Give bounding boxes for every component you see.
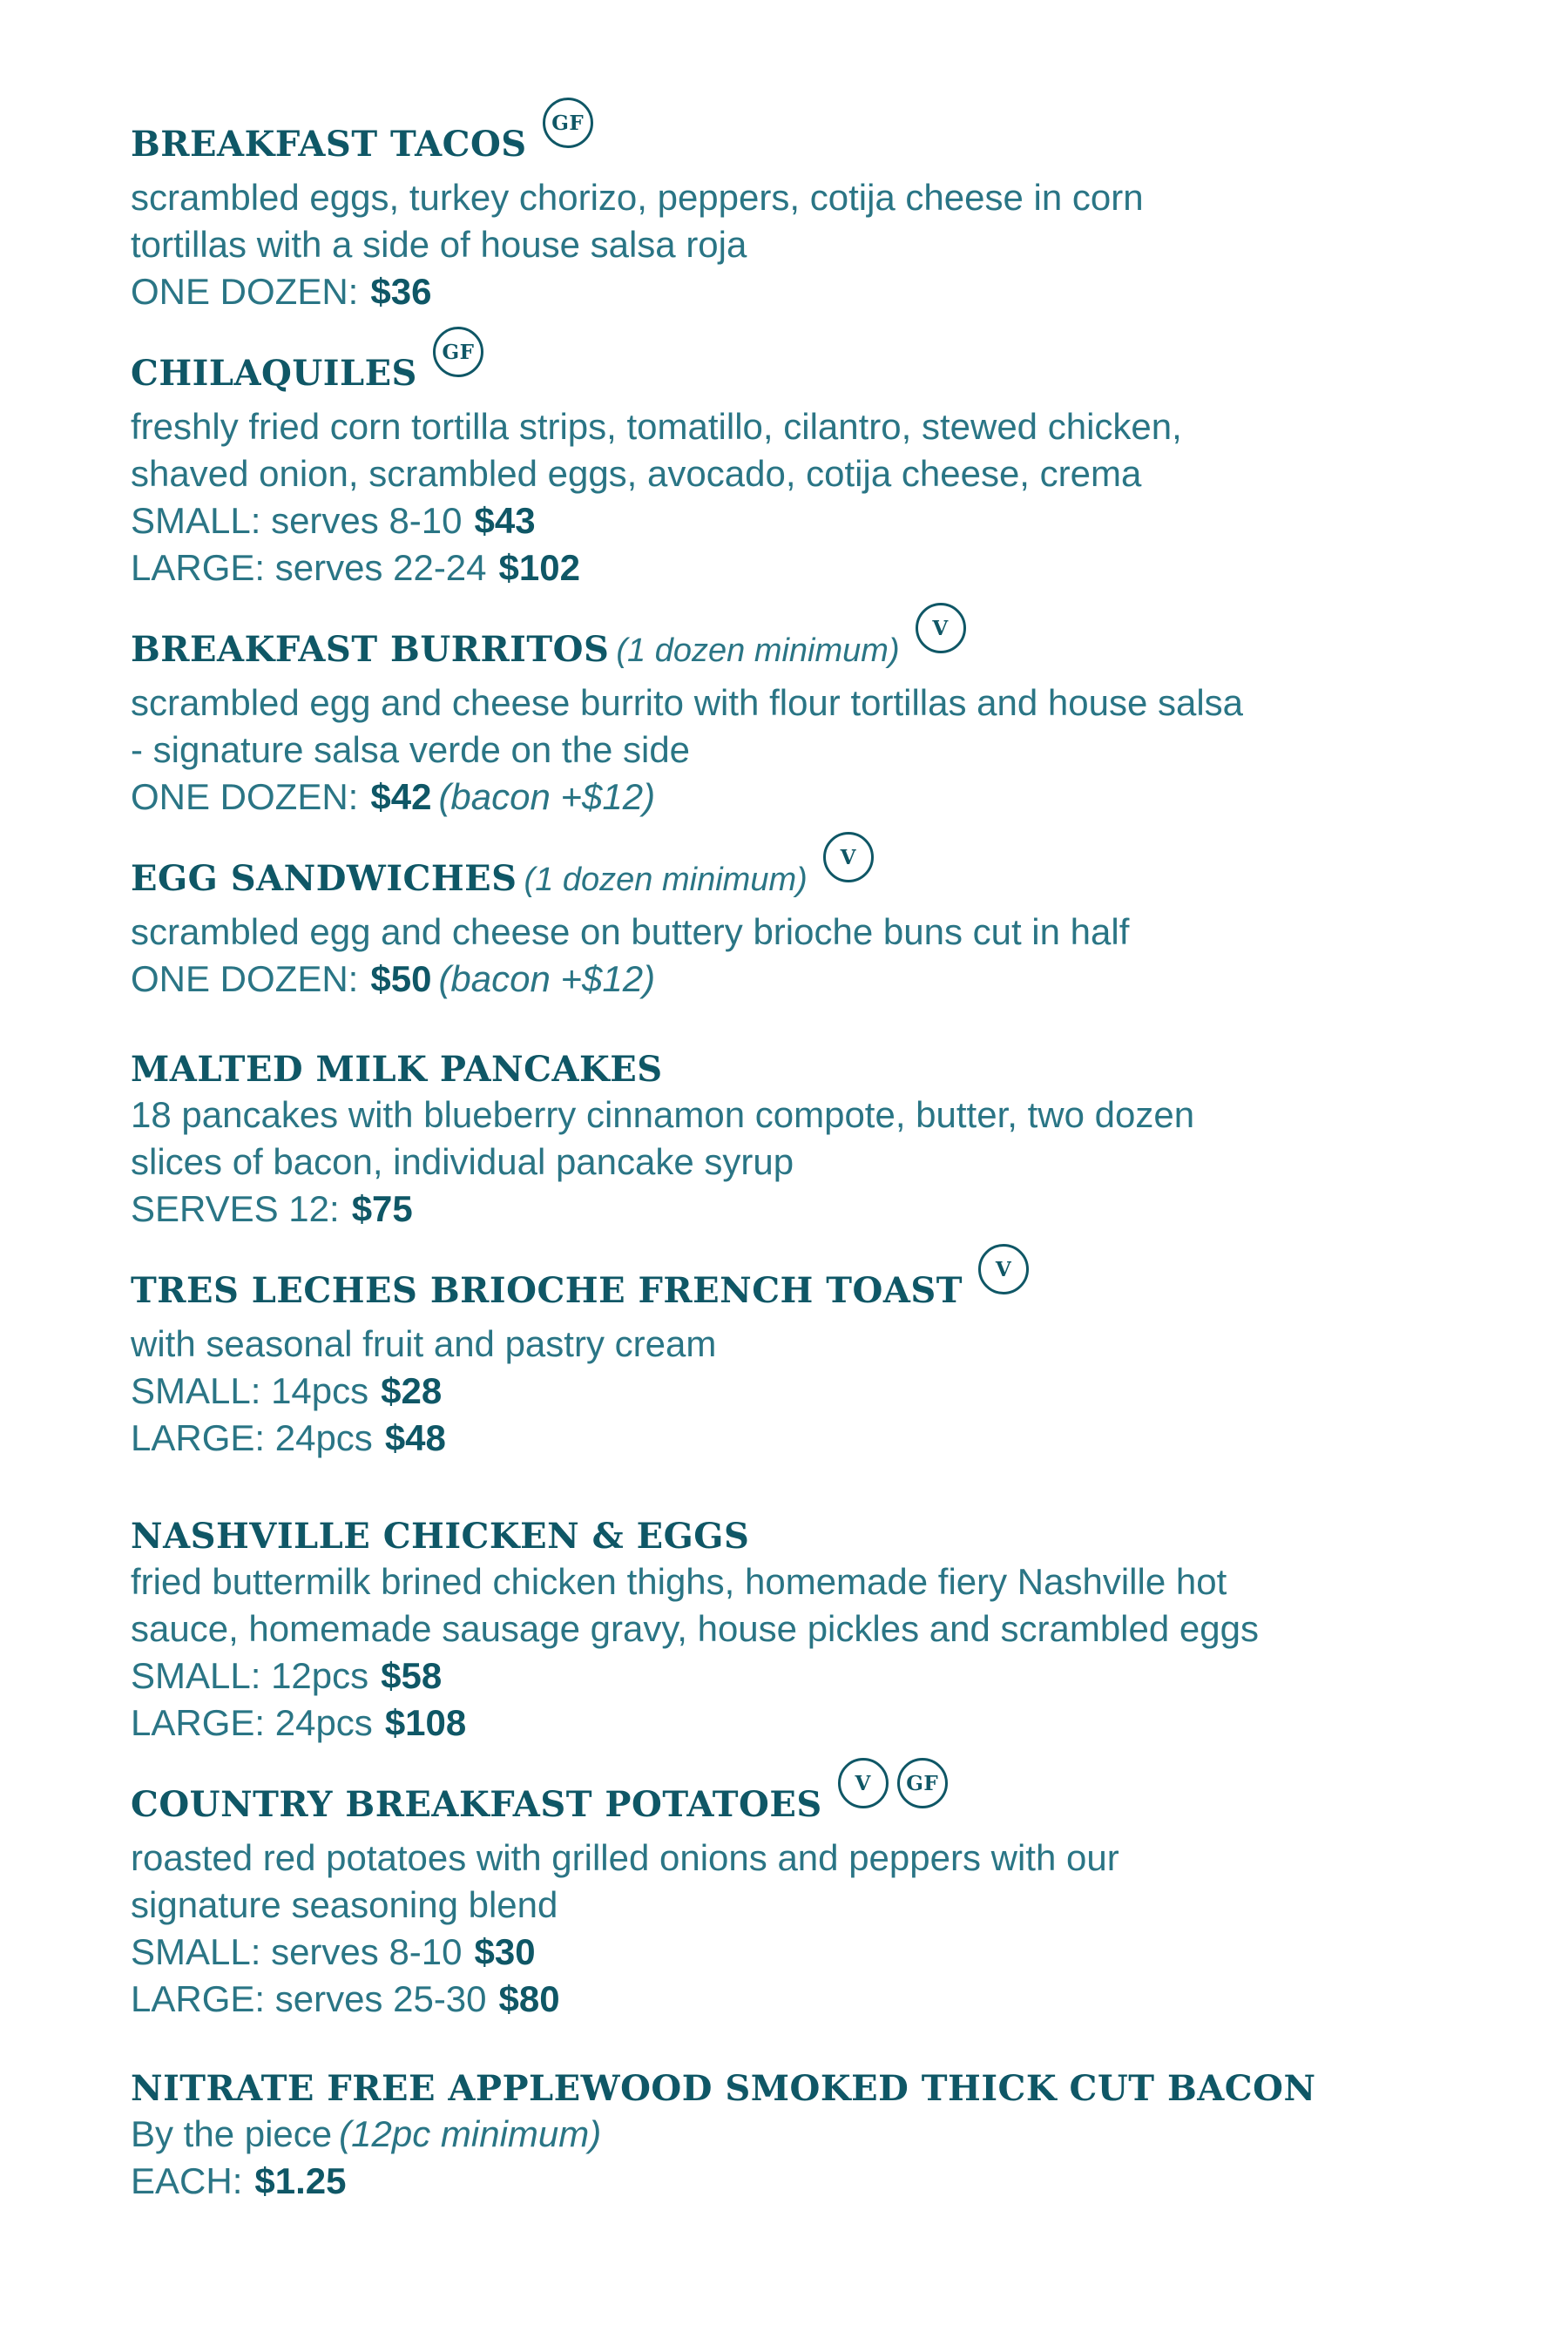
menu-item-bacon [131,2060,1455,2205]
price-line [131,2158,1455,2205]
item-description-line: shaved onion, scrambled eggs, avocado, cotija cheese, crema [131,453,1142,494]
item-description-line: sauce, homemade sausage gravy, house pickles and scrambled eggs [131,1608,1259,1649]
price-value: $50 [370,958,432,999]
item-note: (12pc minimum) [339,2113,602,2154]
item-description-line: - signature salsa verde on the side [131,729,691,770]
price-line [131,497,1455,544]
item-description-line: scrambled egg and cheese on buttery brioche buns cut in half [131,911,1130,952]
price-line [131,1976,1455,2023]
price-value: $102 [498,547,580,588]
price-label: ONE DOZEN: [131,271,359,312]
item-description-line: roasted red potatoes with grilled onions and peppers with our [131,1837,1119,1878]
item-title: NITRATE FREE APPLEWOOD SMOKED THICK CUT BACON [131,2068,1316,2109]
price-label: SERVES 12: [131,1188,340,1229]
price-label: LARGE: serves 22-24 [131,547,487,588]
price-label: LARGE: serves 25-30 [131,1978,487,2019]
item-description-line: scrambled egg and cheese burrito with flour tortillas and house salsa [131,682,1244,723]
price-line [131,268,1455,315]
item-description-line: signature seasoning blend [131,1884,558,1925]
item-description-line: slices of bacon, individual pancake syrup [131,1141,794,1182]
price-value: $1.25 [254,2160,347,2201]
price-line [131,1700,1455,1747]
item-description-line: fried buttermilk brined chicken thighs, homemade fiery Nashville hot [131,1561,1227,1602]
item-description-line: 18 pancakes with blueberry cinnamon compote, butter, two dozen [131,1094,1195,1135]
item-title: TRES LECHES BRIOCHE FRENCH TOAST V [131,1268,1029,1319]
menu-item-french-toast [131,1257,1455,1462]
gluten-free-icon: GF [433,327,483,377]
price-label: EACH: [131,2160,243,2201]
price-line [131,1415,1455,1462]
item-title: BREAKFAST TACOS GF [131,122,593,172]
gluten-free-icon: GF [543,98,593,148]
vegetarian-icon: V [916,603,966,653]
price-value: $80 [498,1978,560,2019]
item-title: CHILAQUILES GF [131,351,483,402]
price-value: $30 [474,1931,536,1972]
price-line [131,1652,1455,1700]
item-title: MALTED MILK PANCAKES [131,1049,663,1090]
vegetarian-icon: V [838,1758,889,1808]
price-value: $43 [474,500,536,541]
item-title: BREAKFAST BURRITOS (1 dozen minimum) V [131,627,966,678]
item-title-row [131,2060,1455,2111]
menu-item-malted-milk-pancakes [131,1041,1455,1233]
menu-item-breakfast-burritos [131,616,1455,821]
item-description-line: By the piece (12pc minimum) [131,2113,602,2154]
price-value: $42 [370,776,432,817]
price-line [131,774,1455,821]
vegetarian-icon: V [978,1244,1029,1294]
vegetarian-icon: V [823,832,874,882]
menu-item-breakfast-tacos [131,111,1455,315]
item-description-line: freshly fried corn tortilla strips, tomatillo, cilantro, stewed chicken, [131,406,1182,447]
price-line [131,544,1455,591]
menu-item-nashville-chicken [131,1508,1455,1747]
item-title: NASHVILLE CHICKEN & EGGS [131,1516,750,1557]
item-description-line: tortillas with a side of house salsa roja [131,224,747,265]
menu-item-egg-sandwiches [131,845,1455,1003]
item-description-line: scrambled eggs, turkey chorizo, peppers, cotija cheese in corn [131,177,1144,218]
item-title: COUNTRY BREAKFAST POTATOES V GF [131,1782,948,1833]
price-label: SMALL: serves 8-10 [131,1931,463,1972]
price-label: SMALL: 12pcs [131,1655,369,1696]
item-title-row [131,845,1455,909]
item-note: (1 dozen minimum) [524,862,808,898]
price-line [131,1929,1455,1976]
price-value: $36 [370,271,432,312]
price-line [131,1368,1455,1415]
price-value: $48 [384,1417,446,1458]
item-title-row [131,1257,1455,1321]
price-value: $108 [384,1702,467,1743]
item-title-row [131,1041,1455,1092]
price-value: $58 [381,1655,443,1696]
price-label: SMALL: 14pcs [131,1370,369,1411]
price-line [131,956,1455,1003]
price-note: (bacon +$12) [438,776,656,817]
price-value: $75 [351,1188,413,1229]
item-description-line: with seasonal fruit and pastry cream [131,1323,717,1364]
price-label: ONE DOZEN: [131,958,359,999]
item-title: EGG SANDWICHES (1 dozen minimum) V [131,856,874,907]
menu-item-chilaquiles [131,340,1455,591]
item-title-row [131,616,1455,679]
item-title-row [131,340,1455,403]
price-value: $28 [381,1370,443,1411]
price-note: (bacon +$12) [438,958,656,999]
price-label: ONE DOZEN: [131,776,359,817]
price-label: LARGE: 24pcs [131,1702,373,1743]
price-line [131,1186,1455,1233]
menu-item-country-potatoes [131,1771,1455,2023]
price-label: SMALL: serves 8-10 [131,500,463,541]
item-title-row [131,1771,1455,1835]
item-title-row [131,1508,1455,1558]
gluten-free-icon: GF [897,1758,948,1808]
price-label: LARGE: 24pcs [131,1417,373,1458]
item-note: (1 dozen minimum) [616,632,900,669]
item-title-row [131,111,1455,174]
